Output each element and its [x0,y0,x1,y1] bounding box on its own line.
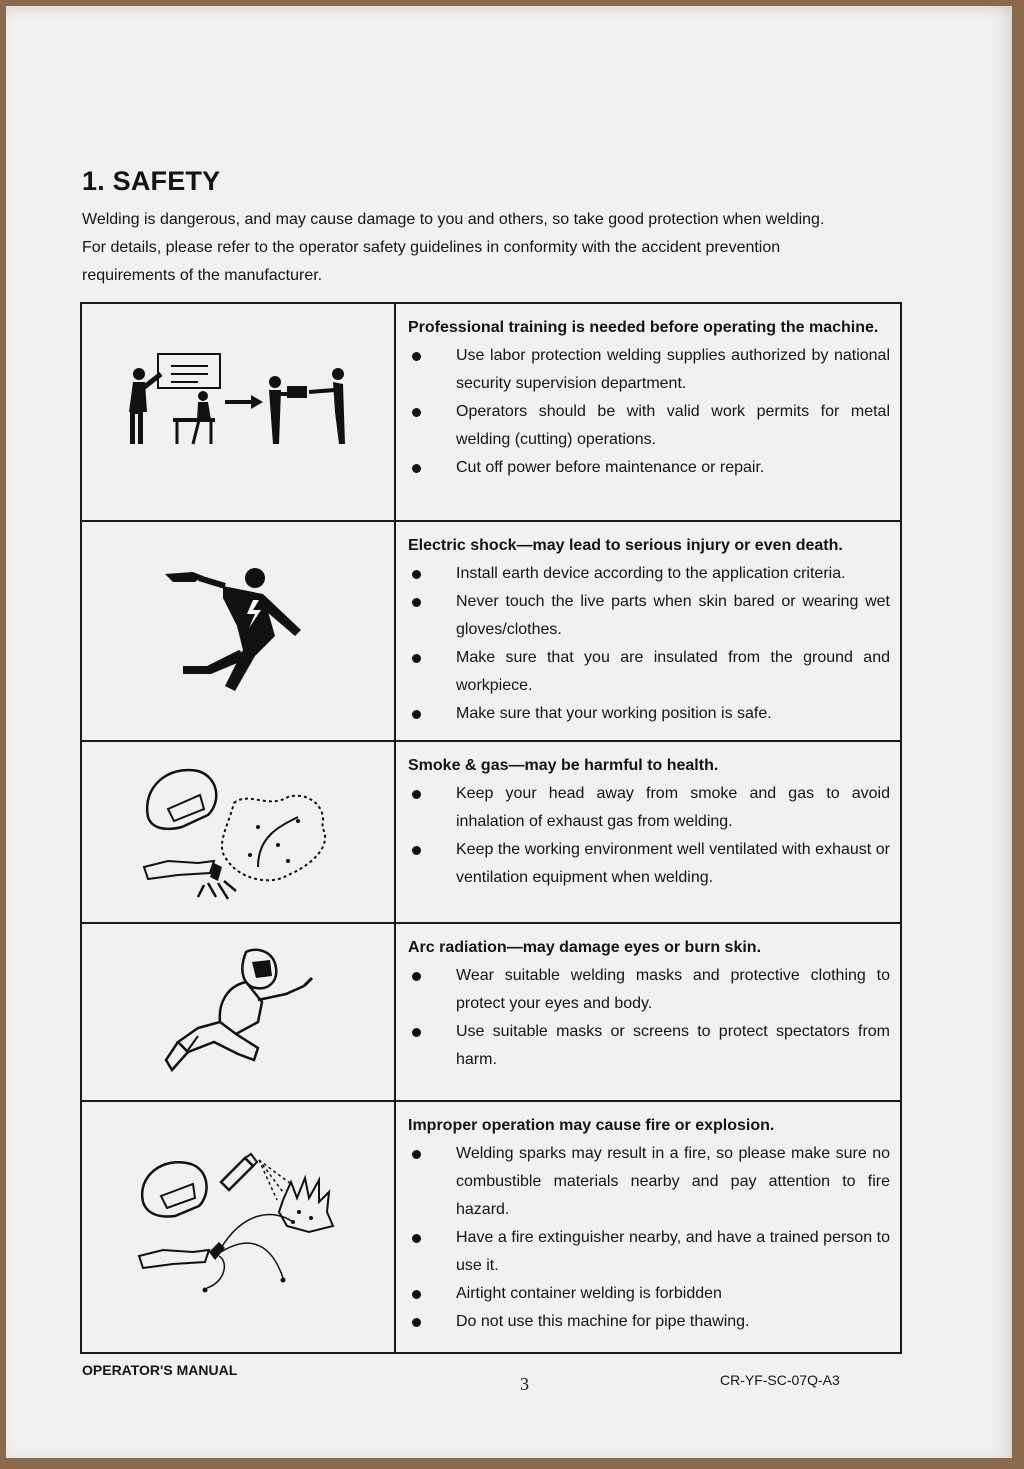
bullet-item: Make sure that your working position is safe. [408,700,890,728]
row-title: Professional training is needed before operating the machine. [408,319,879,336]
safety-row-fire-explosion [82,1102,900,1352]
picture-cell [82,522,396,740]
bullet-list [408,560,890,728]
bullet-item: Welding sparks may result in a fire, so please make sure no combustible materials nearby and pay attention to fire hazard. [408,1140,890,1224]
training-icon [113,352,363,472]
text-cell [396,742,900,922]
safety-table [80,302,902,1354]
bullet-list [408,1140,890,1336]
bullet-list [408,342,890,482]
intro-paragraph [82,206,898,290]
bullet-item: Airtight container welding is forbidden [408,1280,890,1308]
electric-shock-icon [163,566,313,696]
bullet-item: Install earth device according to the application criteria. [408,560,890,588]
row-title: Improper operation may cause fire or explosion. [408,1117,775,1134]
text-cell [396,304,900,520]
picture-cell [82,304,396,520]
manual-page [6,6,1012,1458]
bullet-item: Keep the working environment well ventilated with exhaust or ventilation equipment when welding. [408,836,890,892]
text-cell [396,522,900,740]
safety-row-training [82,304,900,522]
smoke-gas-icon [138,757,338,907]
text-cell [396,924,900,1100]
bullet-item: Wear suitable welding masks and protective clothing to protect your eyes and body. [408,962,890,1018]
intro-line: For details, please refer to the operator safety guidelines in conformity with the accident prevention [82,239,781,256]
bullet-item: Do not use this machine for pipe thawing. [408,1308,890,1336]
bullet-item: Make sure that you are insulated from the ground and workpiece. [408,644,890,700]
bullet-list [408,962,890,1074]
footer-manual-title: OPERATOR'S MANUAL [82,1362,238,1378]
row-title: Arc radiation—may damage eyes or burn skin. [408,939,762,956]
intro-line: requirements of the manufacturer. [82,267,323,284]
bullet-item: Keep your head away from smoke and gas to avoid inhalation of exhaust gas from welding. [408,780,890,836]
safety-row-electric-shock [82,522,900,742]
row-title: Electric shock—may lead to serious injury or even death. [408,537,843,554]
picture-cell [82,1102,396,1352]
bullet-item: Have a fire extinguisher nearby, and have a trained person to use it. [408,1224,890,1280]
bullet-item: Cut off power before maintenance or repair. [408,454,890,482]
text-cell [396,1102,900,1352]
page-number: 3 [520,1374,529,1394]
fire-explosion-icon [133,1152,343,1302]
section-heading: 1. SAFETY [82,166,221,196]
document-code: CR-YF-SC-07Q-A3 [720,1372,840,1388]
bullet-item: Never touch the live parts when skin bared or wearing wet gloves/clothes. [408,588,890,644]
arc-radiation-icon [158,942,318,1082]
safety-row-smoke-gas [82,742,900,924]
intro-line: Welding is dangerous, and may cause damage to you and others, so take good protection when welding. [82,211,825,228]
bullet-item: Use suitable masks or screens to protect spectators from harm. [408,1018,890,1074]
bullet-item: Use labor protection welding supplies authorized by national security supervision department. [408,342,890,398]
row-title: Smoke & gas—may be harmful to health. [408,757,719,774]
picture-cell [82,924,396,1100]
bullet-list [408,780,890,892]
picture-cell [82,742,396,922]
safety-row-arc-radiation [82,924,900,1102]
bullet-item: Operators should be with valid work permits for metal welding (cutting) operations. [408,398,890,454]
